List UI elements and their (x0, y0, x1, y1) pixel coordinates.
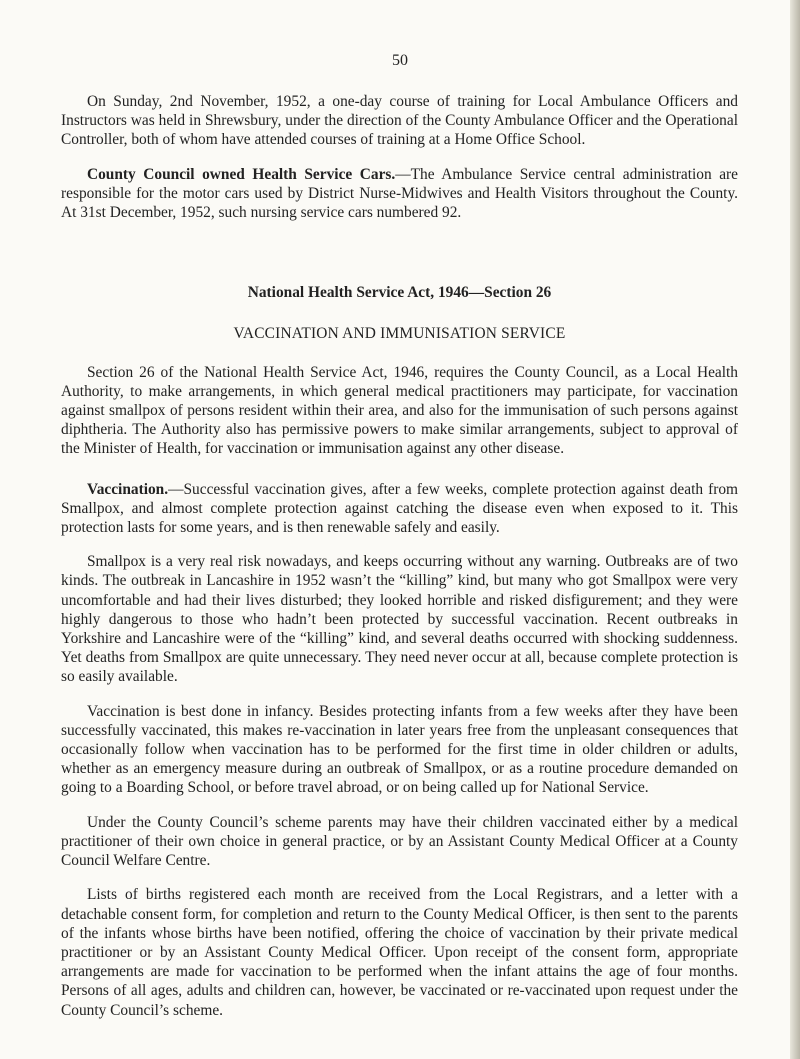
section-heading-vaccination-service: VACCINATION AND IMMUNISATION SERVICE (233, 325, 566, 343)
document-body (61, 52, 738, 1035)
paragraph-births: Lists of births registered each month are received from the Local Registrars, and a letter with a detachable consent form, for completion and return to the County Medical Officer, is then sent to the parents of the infants whose births have been notified, offering the choice of vaccination by their private medical practitioner or by an Assistant County Medical Officer. Upon receipt of the consent form, appropriate arrangements are made for vaccination to be performed when the infant attains the age of four months. Persons of all ages, adults and children can, however, be vaccinated or re-vaccinated upon request under the County Council’s scheme. (61, 886, 738, 1019)
paragraph-smallpox: Smallpox is a very real risk nowadays, and keeps occurring without any warning. Outbreaks are of two kinds. The outbreak in Lancashire in 1952 wasn’t the “killing” kind, but many who got Smallpox were very uncomfortable and had their lives disturbed; they looked horrible and risked disfigurement; and they were highly dangerous to those who hadn’t been protected by successful vaccination. Recent outbreaks in Yorkshire and Lancashire were of the “killing” kind, and several deaths occurred with shocking suddenness. Yet deaths from Smallpox are quite unnecessary. They need never occur at all, because complete protection is so easily available. (61, 553, 738, 686)
paragraph-vaccination (61, 480, 738, 538)
paragraph-health-service-cars (61, 165, 738, 223)
run-in-heading-cars: County Council owned Health Service Cars. (87, 165, 396, 183)
paragraph-infancy: Vaccination is best done in infancy. Besides protecting infants from a few weeks after they have been successfully vaccinated, this makes re-vaccination in later years free from the unpleasant consequences that occasionally follow when vaccination has to be performed for the first time in older children or adults, whether as an emergency measure during an outbreak of Smallpox, or as a routine procedure demanded on going to a Boarding School, or before travel abroad, or on being called up for National Service. (61, 702, 738, 797)
paragraph-cars-text: —The Ambulance Service central administration are responsible for the motor cars used by District Nurse-Midwives and Health Visitors throughout the County. At 31st December, 1952, such nursing service cars numbered 92. (61, 165, 738, 222)
paragraph-vaccination-text: —Successful vaccination gives, after a few weeks, complete protection against death from Smallpox, and almost complete protection against catching the disease even when exposed to it. This protection lasts for some years, and is then renewable safely and easily. (61, 480, 738, 537)
paragraph-scheme: Under the County Council’s scheme parents may have their children vaccinated either by a medical practitioner of their own choice in general practice, or by an Assistant County Medical Officer at a County Council Welfare Centre. (61, 813, 738, 870)
paragraph-training: On Sunday, 2nd November, 1952, a one-day course of training for Local Ambulance Officers and Instructors was held in Shrewsbury, under the direction of the County Ambulance Officer and the Operational Controller, both of whom have attended courses of training at a Home Office School. (61, 93, 738, 149)
section-heading-act: National Health Service Act, 1946—Section 26 (247, 284, 552, 302)
run-in-heading-vaccination: Vaccination. (87, 480, 169, 498)
paragraph-section-26: Section 26 of the National Health Service Act, 1946, requires the County Council, as a Local Health Authority, to make arrangements, in which general medical practitioners may participate, for vaccination against smallpox of persons resident within their area, and also for the immunisation of such persons against diphtheria. The Authority also has permissive powers to make similar arrangements, subject to approval of the Minister of Health, for vaccination or immunisation against any other disease. (61, 363, 738, 458)
page-number: 50 (392, 52, 408, 69)
page-edge-shadow (790, 0, 800, 1059)
